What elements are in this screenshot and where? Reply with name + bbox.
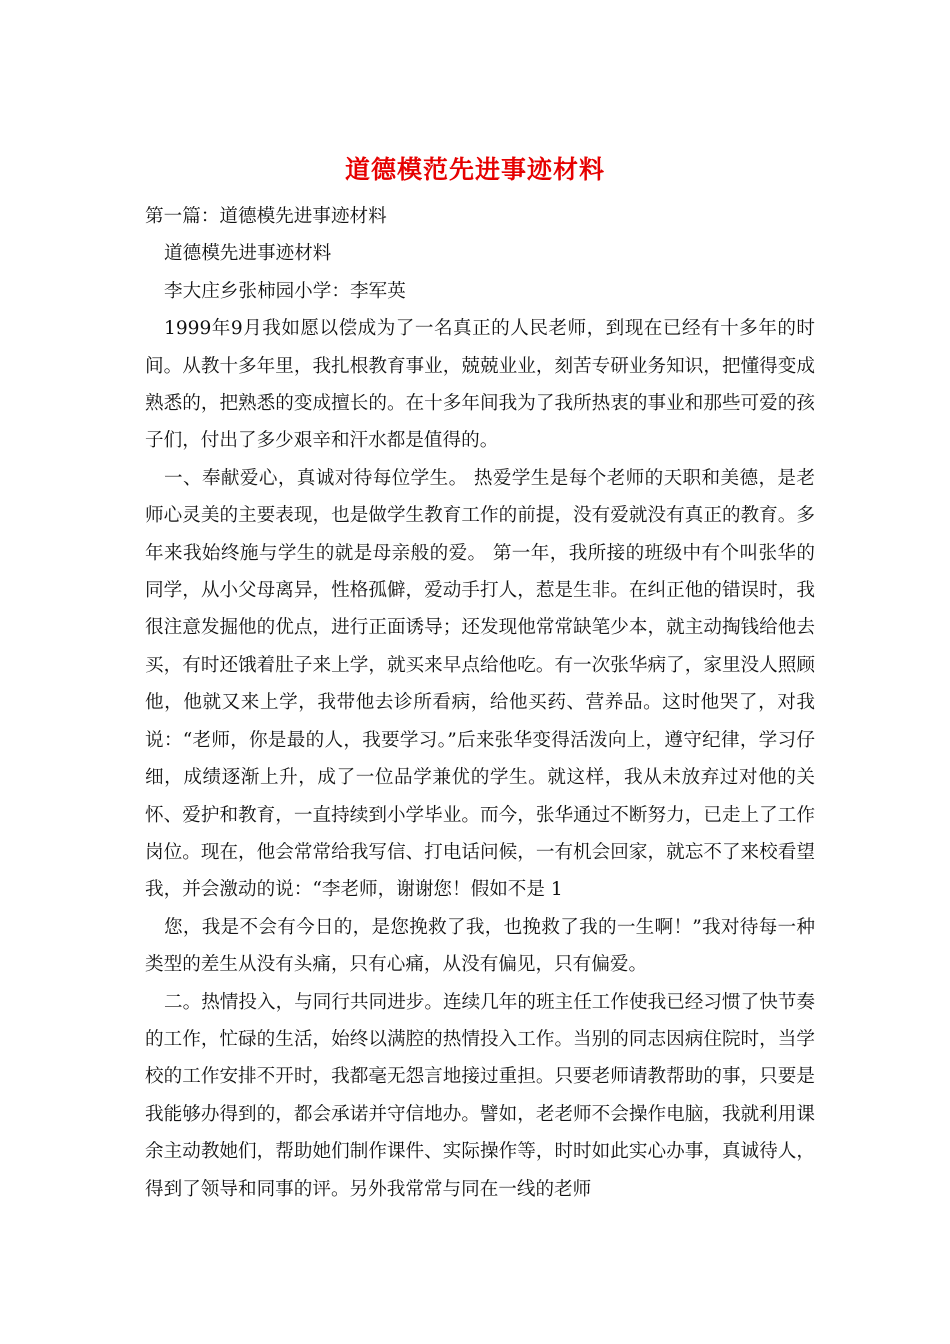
author-line: 李大庄乡张柿园小学：李军英: [164, 280, 406, 302]
document-body: [145, 198, 815, 1208]
document-title: 道德模范先进事迹材料: [344, 155, 605, 184]
paragraph-continuation: 您，我是不会有今日的，是您挽救了我，也挽救了我的一生啊！”我对待每一种类型的差生从没有头痛，只有心痛，从没有偏见，只有偏爱。: [145, 916, 815, 976]
chapter-heading: 第一篇：道德模先进事迹材料: [145, 206, 387, 227]
paragraph-section-two: 二。热情投入，与同行共同进步。连续几年的班主任工作使我已经习惯了快节奏的工作，忙碌的生活，始终以满腔的热情投入工作。当别的同志因病住院时，当学校的工作安排不开时，我都毫无怨言地接过重担。只要老师请教帮助的事，只要是我能够办得到的，都会承诺并守信地办。譬如，老老师不会操作电脑，我就利用课余主动教她们，帮助她们制作课件、实际操作等，时时如此实心办事，真诚待人，得到了领导和同事的评。另外我常常与同在一线的老师: [145, 991, 815, 1200]
paragraph-intro: 1999年9月我如愿以偿成为了一名真正的人民老师，到现在已经有十多年的时间。从教十多年里，我扎根教育事业，兢兢业业，刻苦专研业务知识，把懂得变成熟悉的，把熟悉的变成擅长的。在十多年间我为了我所热衷的事业和那些可爱的孩子们，付出了多少艰辛和汗水都是值得的。: [145, 318, 815, 452]
paragraph-section-one: 一、奉献爱心，真诚对待每位学生。 热爱学生是每个老师的天职和美德，是老师心灵美的主要表现，也是做学生教育工作的前提，没有爱就没有真正的教育。多年来我始终施与学生的就是母亲般的爱。 第一年，我所接的班级中有个叫张华的同学，从小父母离异，性格孤僻，爱动手打人，惹是生非。在纠正他的错误时，我很注意发掘他的优点，进行正面诱导；还发现他常常缺笔少本，就主动掏钱给他去买，有时还饿着肚子来上学，就买来早点给他吃。有一次张华病了，家里没人照顾他，他就又来上学，我带他去诊所看病，给他买药、营养品。这时他哭了，对我说：“老师，你是最的人，我要学习。”后来张华变得活泼向上，遵守纪律，学习仔细，成绩逐渐上升，成了一位品学兼优的学生。就这样，我从未放弃过对他的关怀、爱护和教育，一直持续到小学毕业。而今，张华通过不断努力，已走上了工作岗位。现在，他会常常给我写信、打电话问候，一有机会回家，就忘不了来校看望我，并会激动的说：“李老师，谢谢您！假如不是 1: [145, 467, 815, 901]
section-heading: 道德模先进事迹材料: [164, 243, 332, 265]
